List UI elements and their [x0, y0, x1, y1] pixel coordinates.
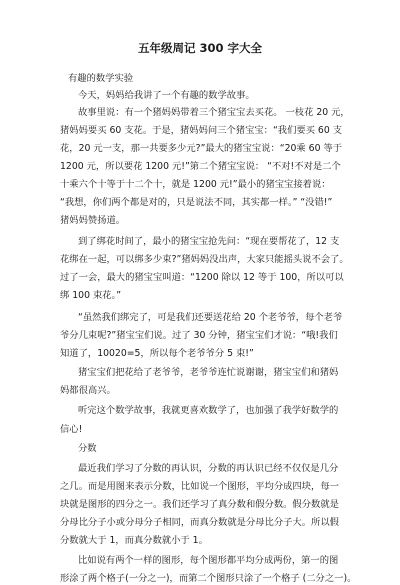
paragraph-line: 形涂了两个格子(一分之一)，而第二个图形只涂了一个格子 (二分之一)。	[60, 573, 357, 584]
paragraph-line: 最近我们学习了分数的再认识，分数的再认识已经不仅仅是几分	[78, 463, 339, 474]
paragraph-line: 猪宝宝们把花给了老爷爷，老爷爷连忙说谢谢，猪宝宝们和猪妈	[78, 367, 339, 378]
paragraph-line: 故事里说：有一个猪妈妈带着三个猪宝宝去买花。 一枝花 20 元，	[78, 107, 350, 118]
paragraph-line: 听完这个数学故事，我就更喜欢数学了，也加强了我学好数学的	[78, 405, 339, 416]
paragraph-line: 分数就大于 1，而真分数就小于 1。	[60, 535, 208, 546]
paragraph-line: 绑 100 束花。”	[60, 290, 122, 301]
paragraph-line: 知道了，10020=5，所以每个老爷爷分 5 束!”	[60, 348, 254, 359]
paragraph-line: 比如说有两个一样的图形，每个图形都平均分成两份，第一的图	[78, 555, 339, 566]
section-heading-math-experiment: 有趣的数学实验	[68, 73, 134, 84]
paragraph-line: 块就是图形的四分之一。我们还学习了真分数和假分数。假分数就是	[60, 499, 339, 510]
paragraph-line: 爷分几束呢?”猪宝宝们说。过了 30 分钟，猪宝宝们才说：“哦!我们	[60, 330, 338, 341]
paragraph-line: 花绑在一起，可以绑多少束?”猪妈妈没出声，大家只能摇头说不会了。	[60, 254, 349, 265]
paragraph-line: 猪妈妈赞扬道。	[60, 215, 126, 226]
paragraph-line: 信心!	[60, 424, 83, 435]
paragraph-line: 花，20 元一支，那一共要多少元?”最大的猪宝宝说：“20乘 60 等于	[60, 143, 343, 154]
paragraph-line: 今天，妈妈给我讲了一个有趣的数学故事。	[78, 90, 255, 101]
paragraph-line: 妈都很高兴。	[60, 385, 116, 396]
paragraph-line: 分母比分子小或分母分子相同，而真分数就是分母比分子大。所以假	[60, 517, 339, 528]
paragraph-line: 猪妈妈要买 60 支花。于是，猪妈妈问三个猪宝宝：“我们要买 60 支	[60, 125, 343, 136]
paragraph-line: “我想，你们两个都是对的，只是说法不同，其实都一样。” “没错!”	[60, 197, 333, 208]
document-title: 五年级周记 300 字大全	[137, 41, 262, 55]
paragraph-line: 过了一会，最大的猪宝宝叫道：“1200 除以 12 等于 100，所以可以	[60, 272, 344, 283]
paragraph-line: “虽然我们绑完了，可是我们还要送花给 20 个老爷爷，每个老爷	[78, 312, 343, 323]
section-heading-fractions: 分数	[78, 443, 97, 454]
paragraph-line: 到了绑花时间了，最小的猪宝宝抢先问：“现在要帮花了，12 支	[78, 236, 340, 247]
paragraph-line: 十乘六个十等于十二个十，就是 1200 元!”最小的猪宝宝接着说：	[60, 179, 331, 190]
paragraph-line: 之几。而是用图来表示分数，比如说一个图形，平均分成四块，每一	[60, 481, 339, 492]
paragraph-line: 1200 元，所以要花 1200 元!”第二个猪宝宝说： “不对!不对是二个	[60, 161, 341, 172]
